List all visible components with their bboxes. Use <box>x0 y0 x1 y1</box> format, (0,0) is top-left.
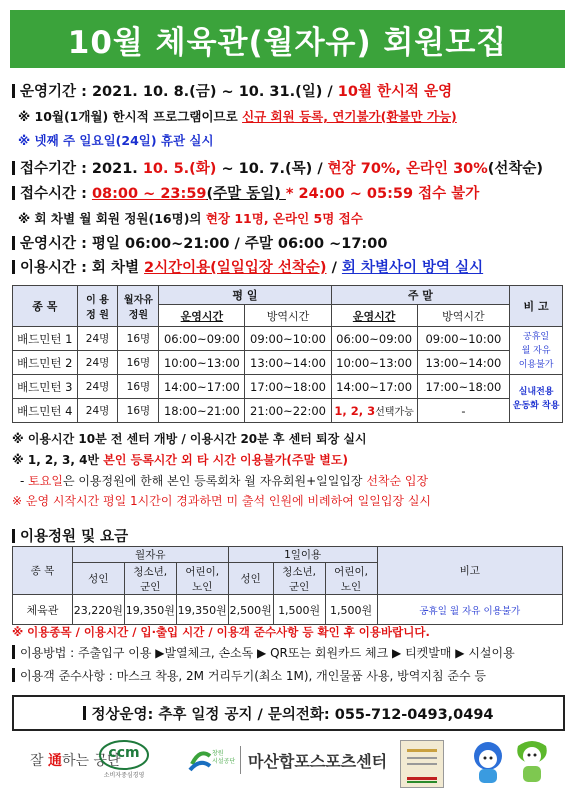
col-free-capacity: 월자유 정원 <box>118 286 159 327</box>
operation-note-1: ※ 10월(1개월) 한시적 프로그램이므로 신규 회원 등록, 연기불가(환불만 가능) <box>18 109 457 124</box>
schedule-table <box>12 285 563 423</box>
table-row: 배드민턴 4 24명 16명 18:00~21:00 21:00~22:00 1, 2, 3선택가능 - <box>13 399 563 423</box>
certificate-icon <box>400 740 444 788</box>
bullet-bar <box>12 668 15 682</box>
wave-logo-icon <box>188 744 212 774</box>
bullet-bar <box>12 529 15 543</box>
mascot-blue-icon <box>468 738 508 788</box>
note-4: ※ 운영 시작시간 평일 1시간이 경과하면 미 출석 인원에 비례하여 일일입장 실시 <box>12 494 432 508</box>
bullet-bar <box>12 186 15 200</box>
contact-box: 정상운영: 추후 일정 공지 / 문의전화: 055-712-0493,0494 <box>12 695 565 731</box>
bullet-bar <box>12 260 15 274</box>
fee-col-note: 비고 <box>377 547 562 595</box>
bullet-bar <box>12 84 15 98</box>
table-row: 배드민턴 2 24명 16명 10:00~13:00 13:00~14:00 10:00~13:00 13:00~14:00 <box>13 351 563 375</box>
usage-rules: 이용객 준수사항 : 마스크 착용, 2M 거리두기(최소 1M), 개인물품 사용, 방역지침 준수 등 <box>12 667 486 684</box>
operation-period: 운영기간 : 2021. 10. 8.(금) ~ 10. 31.(일) / 10월 한시적 운영 <box>12 80 452 101</box>
ccm-logo: ccm 소비자중심경영 <box>96 738 152 782</box>
reception-time: 접수시간 : 08:00 ~ 23:59(주말 동일) * 24:00 ~ 05:59 접수 불가 <box>12 182 479 203</box>
bullet-bar <box>12 161 15 175</box>
table-row: 배드민턴 3 24명 16명 14:00~17:00 17:00~18:00 14:00~17:00 17:00~18:00 실내전용 운동화 착용 <box>13 375 563 399</box>
bullet-bar <box>12 236 15 250</box>
usage-time: 이용시간 : 회 차별 2시간이용(일일입장 선착순) / 회 차별사이 방역 실시 <box>12 256 483 277</box>
col-wd-op: 운영시간 <box>159 305 245 327</box>
note-1: ※ 이용시간 10분 전 센터 개방 / 이용시간 20분 후 센터 퇴장 실시 <box>12 432 367 446</box>
city-logo: 창원 시설공단 <box>188 744 236 778</box>
divider <box>240 746 241 774</box>
operation-note-2: ※ 넷째 주 일요일(24일) 휴관 실시 <box>18 133 214 148</box>
col-we-clean: 방역시간 <box>417 305 510 327</box>
fee-col-monthly: 월자유 <box>72 547 228 563</box>
col-weekend: 주 말 <box>331 286 510 305</box>
col-item: 종 목 <box>13 286 78 327</box>
usage-method: 이용방법 : 주출입구 이용 ▶발열체크, 손소독 ▶ QR또는 회원카드 체크 ▶ 티켓발매 ▶ 시설이용 <box>12 644 515 661</box>
col-wd-clean: 방역시간 <box>245 305 331 327</box>
table-row: 배드민턴 1 24명 16명 06:00~09:00 09:00~10:00 06:00~09:00 09:00~10:00 공휴일 월 자유 이용불가 <box>13 327 563 351</box>
table-row: 체육관 23,220원 19,350원 19,350원 2,500원 1,500원 1,500원 공휴일 월 자유 이용불가 <box>13 595 563 625</box>
bullet-bar <box>83 706 86 720</box>
col-weekday: 평 일 <box>159 286 331 305</box>
col-we-op: 운영시간 <box>331 305 417 327</box>
reception-period: 접수기간 : 2021. 10. 5.(화) ~ 10. 7.(목) / 현장 70%, 온라인 30%(선착순) <box>12 157 543 178</box>
center-name: 마산합포스포츠센터 <box>248 752 388 771</box>
note-2: ※ 1, 2, 3, 4반 본인 등록시간 외 타 시간 이용불가(주말 별도) <box>12 453 348 467</box>
slogan: 잘 通하는 공단 <box>30 753 121 769</box>
page-title: 10월 체육관(월자유) 회원모집 <box>10 10 565 68</box>
bullet-bar <box>12 645 15 659</box>
col-capacity: 이 용 정 원 <box>77 286 118 327</box>
fee-table: 종 목 월자유 1일이용 비고 성인 청소년, 군인 어린이, 노인 성인 청소년, 군인 어린이, 노인 체육관 23,220원 19,350원 19,350원 2,500원 1,500원 1,500원 공휴일 월 자유 이용불가 <box>12 546 563 625</box>
reception-note: ※ 회 차별 월 회원 정원(16명)의 현장 11명, 온라인 5명 접수 <box>18 211 363 226</box>
fee-section-title: 이용정원 및 요금 <box>12 525 128 546</box>
running-time: 운영시간 : 평일 06:00~21:00 / 주말 06:00 ~17:00 <box>12 232 387 253</box>
fee-col-item: 종 목 <box>13 547 73 595</box>
notice-line: ※ 이용종목 / 이용시간 / 입·출입 시간 / 이용객 준수사항 등 확인 후 이용바랍니다. <box>12 625 430 639</box>
footer <box>0 732 575 794</box>
note-shoes: 실내전용 운동화 착용 <box>510 375 563 423</box>
col-note: 비 고 <box>510 286 563 327</box>
fee-col-daily: 1일이용 <box>228 547 377 563</box>
note-3: - 토요일은 이용정원에 한해 본인 등록회차 월 자유회원+일일입장 선착순 입장 <box>20 474 429 488</box>
note-holiday: 공휴일 월 자유 이용불가 <box>510 327 563 375</box>
mascot-green-icon <box>510 736 554 788</box>
